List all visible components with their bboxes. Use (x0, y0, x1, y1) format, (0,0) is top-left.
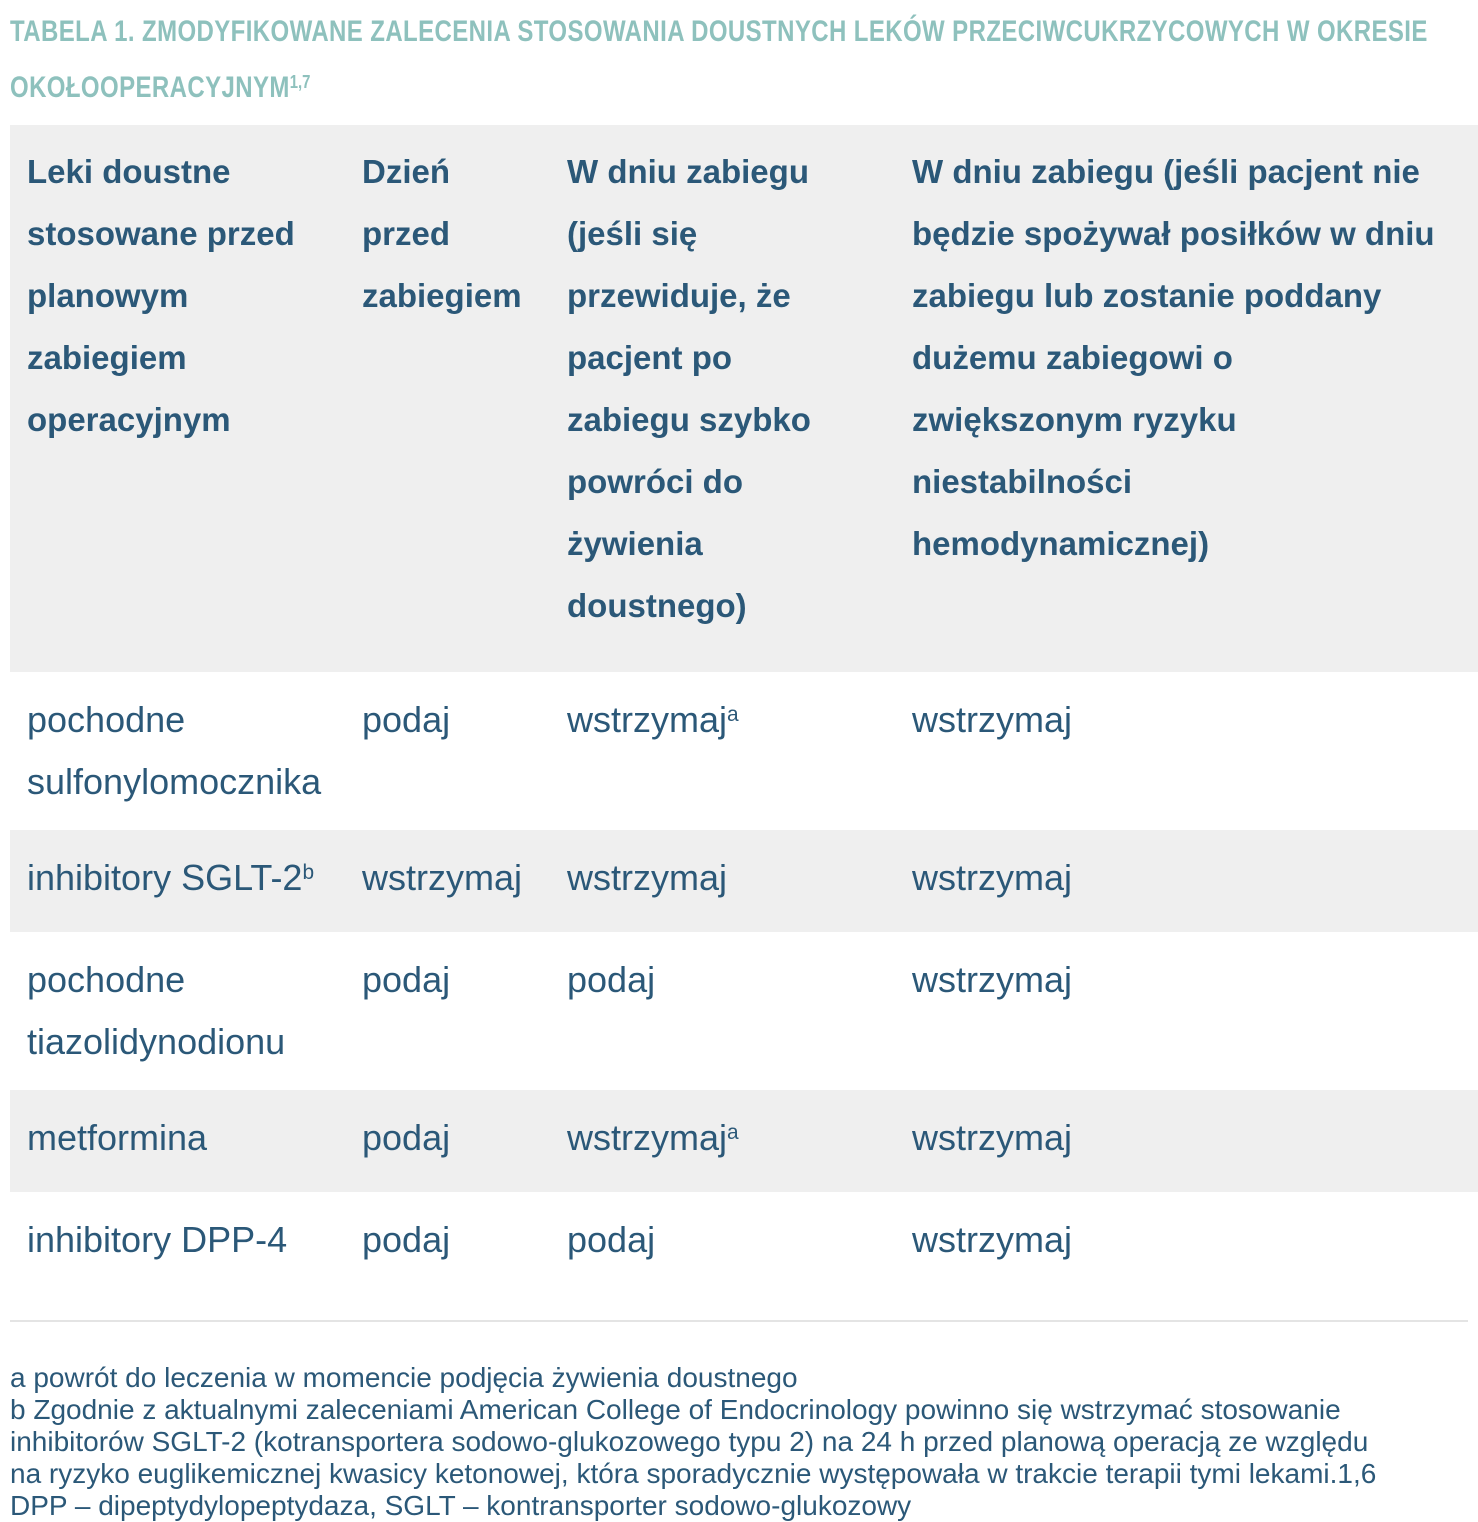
table-row-sglt2 (10, 830, 1478, 932)
header-row (10, 125, 1478, 672)
cell-day-before: podaj (362, 959, 451, 1000)
cell-day-of-major: wstrzymaj (912, 959, 1072, 1000)
cell-day-of-quick: podaj (567, 959, 656, 1000)
cell-day-before: podaj (362, 699, 451, 740)
cell-day-of-major: wstrzymaj (912, 1219, 1072, 1260)
cell-drug-name: inhibitory DPP-4 (27, 1219, 288, 1260)
table-row-thiazolidinedione (10, 932, 1478, 1090)
footnote-b-line-1: b Zgodnie z aktualnymi zaleceniami American College of Endocrinology powinno się wstrzymać stosowanie (10, 1394, 1341, 1425)
footnote-marker-a: a (727, 1120, 739, 1144)
page-title (10, 4, 1478, 119)
cell-day-of-major: wstrzymaj (912, 830, 1478, 932)
cell-day-before: podaj (362, 1219, 451, 1260)
footnotes (10, 1362, 1478, 1522)
cell-day-of-quick: podaj (567, 1219, 656, 1260)
cell-day-of-major: wstrzymaj (912, 1090, 1478, 1192)
table-row-sulfonylurea (10, 672, 1478, 830)
header-cell-day-of-quick-return: W dniu zabiegu (jeśli się przewiduje, że pacjent po zabiegu szybko powróci do żywienia doustnego) (567, 125, 912, 672)
cell-day-of-quick: wstrzymaj$^a$ (567, 699, 739, 740)
header-cell-day-before: Dzień przed zabiegiem (362, 125, 567, 672)
page-title-line-2: OKOŁOOPERACYJNYM$^{1,7}$ (10, 70, 311, 104)
footnote-marker-b: b (302, 860, 315, 884)
cell-drug-name: pochodne sulfonylomocznika (27, 699, 322, 802)
cell-drug-name: inhibitory SGLT-2$^b$ (10, 830, 362, 932)
header-cell-day-of-no-meals: W dniu zabiegu (jeśli pacjent nie będzie spożywał posiłków w dniu zabiegu lub zostanie poddany dużemu zabiegowi o zwiększonym ryzyku niestabilności hemodynamicznej) (912, 125, 1478, 672)
cell-day-before: podaj (362, 1090, 567, 1192)
footnote-b-line-2: inhibitorów SGLT-2 (kotransportera sodowo-glukozowego typu 2) na 24 h przed planową operacją ze względu (10, 1426, 1369, 1457)
cell-day-before: wstrzymaj (362, 830, 567, 932)
footnote-abbreviations: DPP – dipeptydylopeptydaza, SGLT – kontransporter sodowo-glukozowy (10, 1490, 912, 1521)
table-row-metformin (10, 1090, 1478, 1192)
footnote-a: a powrót do leczenia w momencie podjęcia żywienia doustnego (10, 1362, 798, 1393)
cell-day-of-quick: wstrzymaj$^a$ (567, 1090, 912, 1192)
cell-drug-name: metformina (10, 1090, 362, 1192)
footnote-marker-a: a (727, 702, 739, 726)
table-row-dpp4 (10, 1192, 1478, 1294)
header-cell-drugs: Leki doustne stosowane przed planowym zabiegiem operacyjnym (10, 125, 362, 672)
cell-drug-name: pochodne tiazolidynodionu (27, 959, 286, 1062)
footnote-b-line-3: na ryzyko euglikemicznej kwasicy ketonowej, która sporadycznie występowała w trakcie terapii tymi lekami.1,6 (10, 1458, 1377, 1489)
title-reference-superscript: 1,7 (289, 70, 311, 92)
drug-table-panel (10, 125, 1478, 1294)
perioperative-drug-table (10, 125, 1478, 1294)
cell-day-of-quick: wstrzymaj (567, 830, 912, 932)
page-title-line-1: TABELA 1. ZMODYFIKOWANE ZALECENIA STOSOWANIA DOUSTNYCH LEKÓW PRZECIWCUKRZYCOWYCH W OKRESIE (10, 15, 1428, 48)
cell-day-of-major: wstrzymaj (912, 699, 1072, 740)
footnote-divider (10, 1320, 1468, 1322)
